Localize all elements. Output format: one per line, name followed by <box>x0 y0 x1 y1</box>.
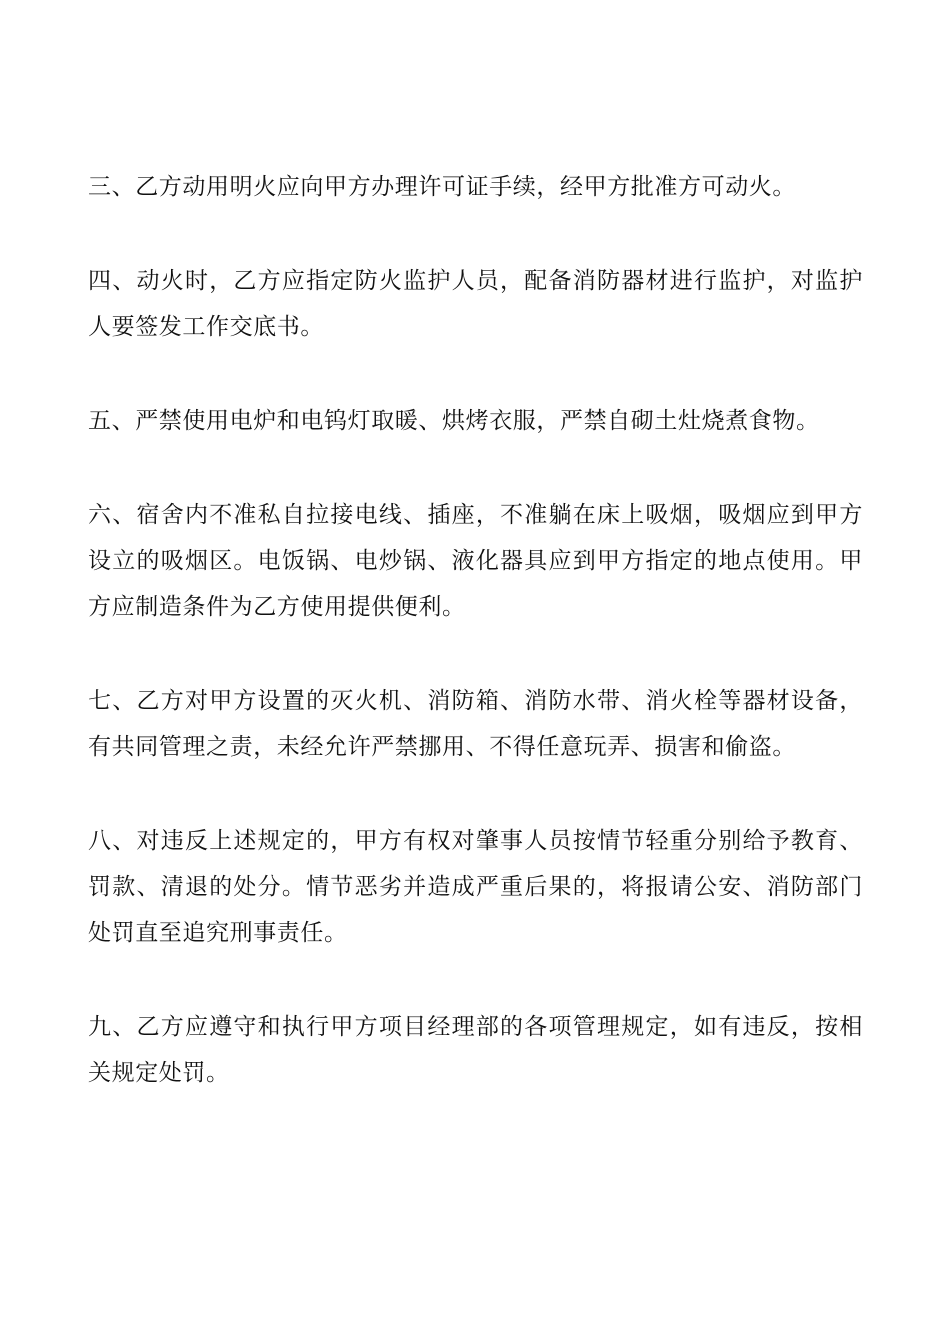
clause-8: 八、对违反上述规定的，甲方有权对肇事人员按情节轻重分别给予教育、罚款、清退的处分。情节恶劣并造成严重后果的，将报请公安、消防部门处罚直至追究刑事责任。 <box>88 828 863 946</box>
clause-9: 九、乙方应遵守和执行甲方项目经理部的各项管理规定，如有违反，按相关规定处罚。 <box>88 1014 863 1086</box>
clause-3: 三、乙方动用明火应向甲方办理许可证手续，经甲方批准方可动火。 <box>88 174 796 200</box>
clause-4: 四、动火时，乙方应指定防火监护人员，配备消防器材进行监护，对监护人要签发工作交底书。 <box>88 268 863 340</box>
document-body <box>88 164 863 1144</box>
clause-7: 七、乙方对甲方设置的灭火机、消防箱、消防水带、消火栓等器材设备，有共同管理之责，未经允许严禁挪用、不得任意玩弄、损害和偷盗。 <box>88 688 863 760</box>
clause-5: 五、严禁使用电炉和电钨灯取暖、烘烤衣服，严禁自砌土灶烧煮食物。 <box>88 408 820 434</box>
clause-6: 六、宿舍内不准私自拉接电线、插座，不准躺在床上吸烟，吸烟应到甲方设立的吸烟区。电饭锅、电炒锅、液化器具应到甲方指定的地点使用。甲方应制造条件为乙方使用提供便利。 <box>88 502 863 620</box>
